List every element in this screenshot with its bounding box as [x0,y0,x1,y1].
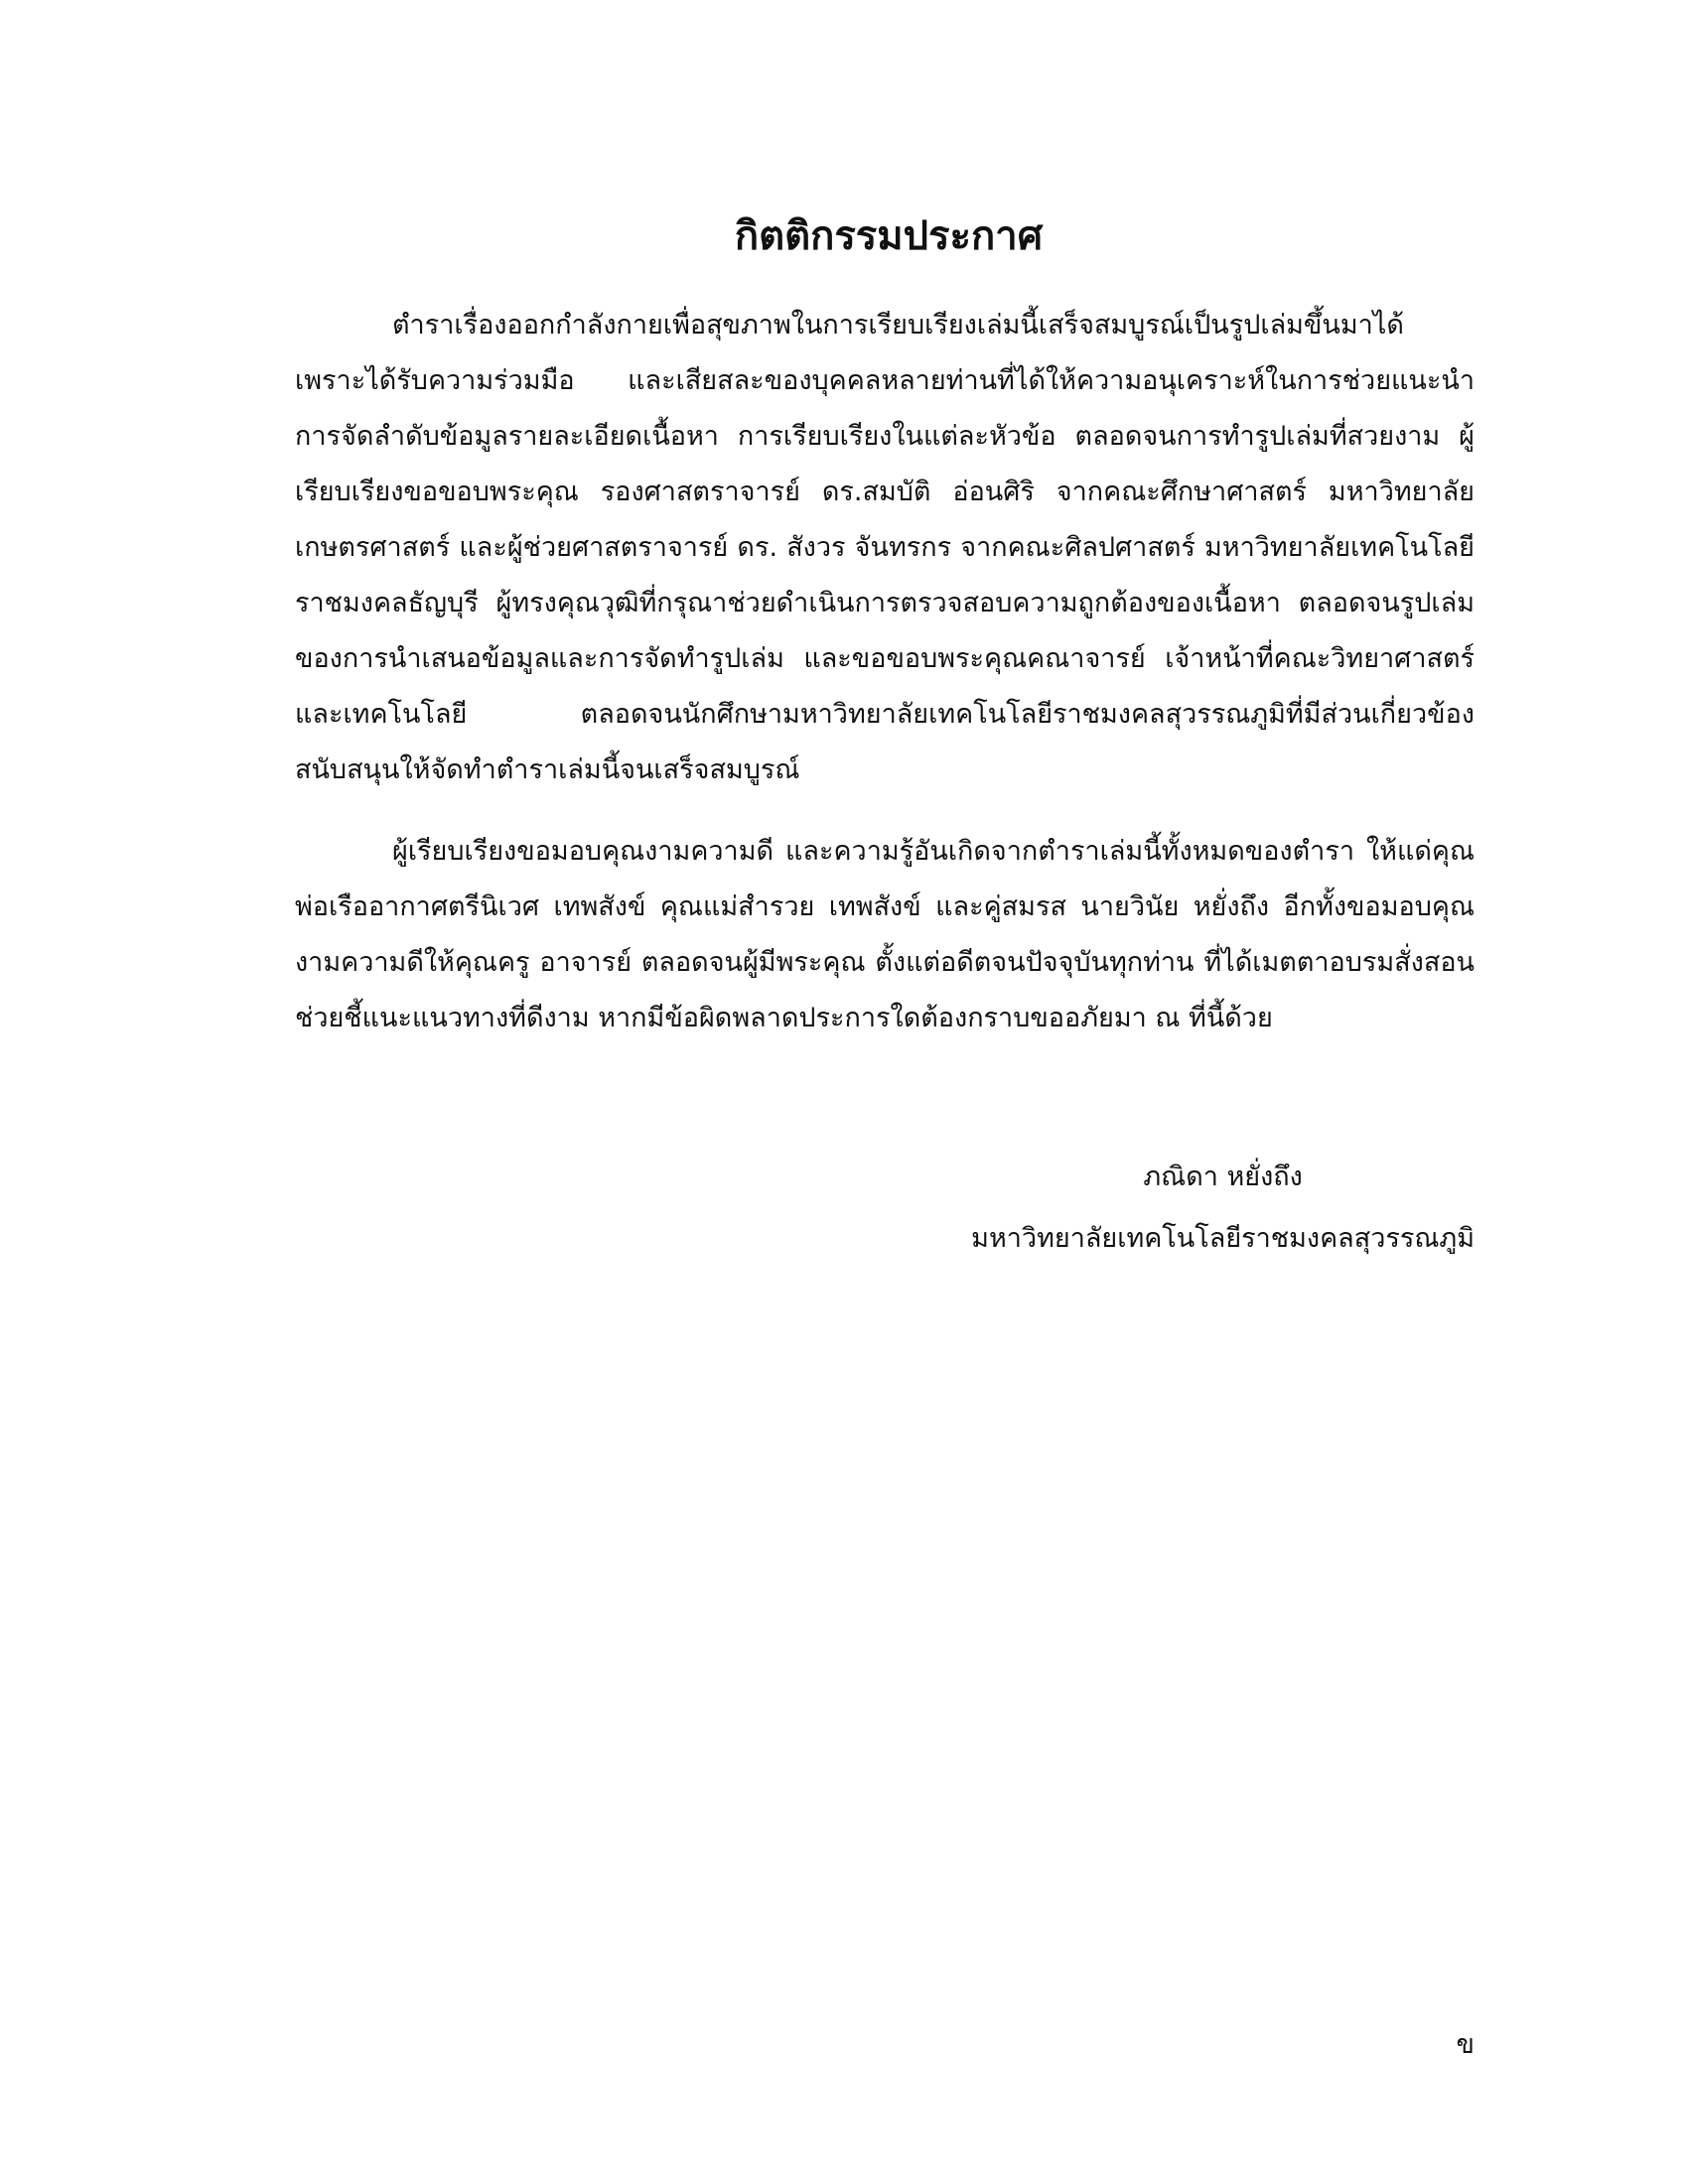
signature-block [971,1147,1475,1270]
page-title: กิตติกรรมประกาศ [734,213,1044,259]
paragraph-dedication: ผู้เรียบเรียงขอมอบคุณงามความดี และความรู้อันเกิดจากตำราเล่มนี้ทั้งหมดของตำรา ให้แด่คุณพ่อเรืออากาศตรีนิเวศ เทพสังข์ คุณแม่สำรวย เทพสังข์ และคู่สมรส นายวินัย หยั่งถึง อีกทั้งขอมอบคุณงามความดีให้คุณครู อาจารย์ ตลอดจนผู้มีพระคุณ ตั้งแต่อดีตจนปัจจุบันทุกท่าน ที่ได้เมตตาอบรมสั่งสอนช่วยชี้แนะแนวทางที่ดีงาม หากมีข้อผิดพลาดประการใดต้องกราบขออภัยมา ณ ที่นี้ด้วย [295,836,1475,1033]
page-number: ข [1456,2029,1475,2060]
author-affiliation: มหาวิทยาลัยเทคโนโลยีราชมงคลสุวรรณภูมิ [971,1223,1475,1254]
author-name: ภณิดา หยั่งถึง [1143,1161,1303,1192]
paragraph-acknowledgement: ตำราเรื่องออกกำลังกายเพื่อสุขภาพในการเรียบเรียงเล่มนี้เสร็จสมบูรณ์เป็นรูปเล่มขึ้นมาได้เพราะได้รับความร่วมมือ และเสียสละของบุคคลหลายท่านที่ได้ให้ความอนุเคราะห์ในการช่วยแนะนำ การจัดลำดับข้อมูลรายละเอียดเนื้อหา การเรียบเรียงในแต่ละหัวข้อ ตลอดจนการทำรูปเล่มที่สวยงาม ผู้เรียบเรียงขอขอบพระคุณ รองศาสตราจารย์ ดร.สมบัติ อ่อนศิริ จากคณะศึกษาศาสตร์ มหาวิทยาลัยเกษตรศาสตร์ และผู้ช่วยศาสตราจารย์ ดร. สังวร จันทรกร จากคณะศิลปศาสตร์ มหาวิทยาลัยเทคโนโลยีราชมงคลธัญบุรี ผู้ทรงคุณวุฒิที่กรุณาช่วยดำเนินการตรวจสอบความถูกต้องของเนื้อหา ตลอดจนรูปเล่มของการนำเสนอข้อมูลและการจัดทำรูปเล่ม และขอขอบพระคุณคณาจารย์ เจ้าหน้าที่คณะวิทยาศาสตร์และเทคโนโลยี ตลอดจนนักศึกษามหาวิทยาลัยเทคโนโลยีราชมงคลสุวรรณภูมิที่มีส่วนเกี่ยวข้อง สนับสนุนให้จัดทำตำราเล่มนี้จนเสร็จสมบูรณ์ [295,310,1475,785]
body-text [295,298,1475,1046]
